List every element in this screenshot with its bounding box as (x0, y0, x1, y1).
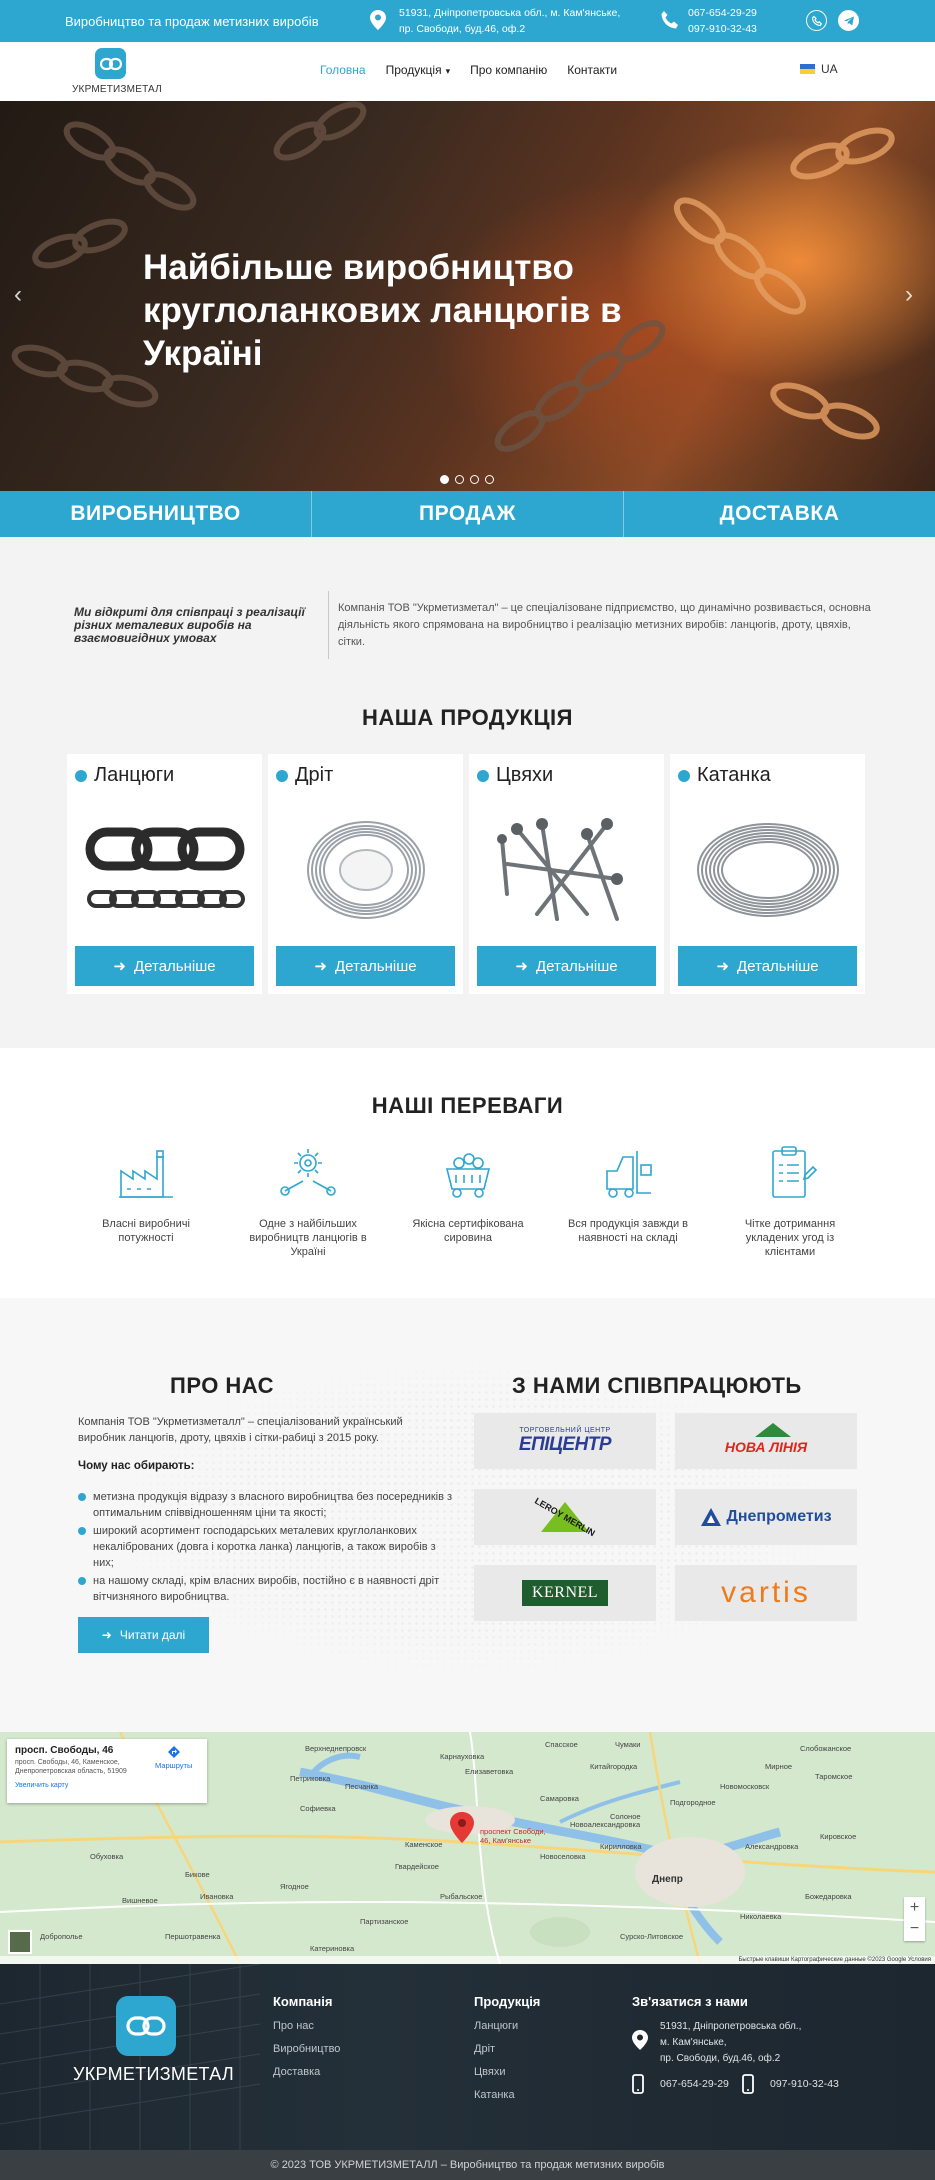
product-name (477, 764, 553, 787)
map-attribution: Быстрые клавиши Картографические данные ©2023 Google Условия (0, 1956, 935, 1964)
advantages-title: НАШІ ПЕРЕВАГИ (371, 1093, 564, 1118)
reasons-list (78, 1489, 458, 1607)
bullet-icon (75, 770, 87, 782)
map-place-label: Верхнеднепровск (305, 1744, 367, 1753)
map-place-label: Новомосковск (720, 1782, 770, 1791)
map-place-label: Партизанское (360, 1917, 409, 1926)
nav-about[interactable]: Про компанію (470, 63, 548, 77)
map-place-label: Китайгородка (590, 1762, 638, 1771)
footer-address-line: 51931, Дніпропетровська обл., (660, 2021, 802, 2032)
partner-logo-title: ЕПІЦЕНТР (518, 1433, 612, 1455)
partner-logo-title: KERNEL (522, 1580, 608, 1606)
product-name-label: Дріт (295, 764, 334, 786)
about-text: Компанія ТОВ "Укрметизметалл" – спеціалізований український виробник ланцюгів, дроту, цвяхів і сітки-рабиці з 2015 року. (78, 1416, 403, 1444)
strip-delivery[interactable]: ДОСТАВКА (719, 502, 840, 525)
footer-address-line: м. Кам'янське, (660, 2037, 727, 2048)
list-item: широкий асортимент господарських металевих круглоланкових некаліброваних (довга і коротка ланка) ланцюгів, а також виробів з них; (78, 1523, 458, 1571)
gear-wrench-icon (279, 1145, 337, 1201)
arrow-right-icon: ➜ (716, 958, 729, 975)
zoom-out-icon[interactable]: − (909, 1920, 920, 1937)
advantage-item (720, 1145, 860, 1259)
map-place-label: Днепр (652, 1874, 683, 1885)
product-details-label: Детальніше (736, 957, 819, 975)
map-place-label: Слобожанское (800, 1744, 852, 1753)
product-card-rod[interactable] (670, 754, 865, 994)
footer-link[interactable]: Дріт (474, 2043, 496, 2055)
map-place-label: Таромское (815, 1772, 853, 1781)
slider-dots (440, 475, 494, 484)
map-place-label: Николаевка (740, 1912, 782, 1921)
logo-icon[interactable] (95, 48, 126, 79)
product-details-button[interactable] (276, 946, 455, 986)
triangle-logo-icon (700, 1507, 722, 1527)
map-place-label: Кирилловка (600, 1842, 642, 1851)
chevron-down-icon: ▾ (445, 66, 451, 76)
header (0, 42, 935, 101)
partner-logo-kernel (474, 1565, 656, 1621)
partner-logo-title: LEROY MERLIN (533, 1495, 597, 1539)
footer-link[interactable]: Катанка (474, 2089, 515, 2101)
footer-link[interactable]: Про нас (273, 2020, 314, 2032)
footer (0, 1964, 935, 2150)
nav-products[interactable] (386, 63, 451, 77)
footer-link[interactable]: Цвяхи (474, 2066, 506, 2078)
map-place-label: Першотравенка (165, 1932, 221, 1941)
language-switcher[interactable] (800, 62, 838, 76)
tagline: Виробництво та продаж метизних виробів (65, 14, 319, 29)
map-card-address: просп. Свободы, 46, Каменское, Днепропетровская область, 51909 (15, 1759, 127, 1775)
footer-link[interactable]: Ланцюги (474, 2020, 519, 2032)
strip-production[interactable]: ВИРОБНИЦТВО (0, 491, 312, 537)
hero-slider (0, 101, 935, 491)
map-place-label: Бикове (185, 1870, 210, 1879)
intro-text: Компанія ТОВ "Укрметизметал" – це спеціалізоване підприємство, що динамічно розвивається, основна діяльність якого спрямована на виробництво і реалізацію метизних виробів: ланцюгів, дроту, цвяхів, сітки. (338, 602, 871, 648)
map-place-label: Новоалександровка (570, 1820, 641, 1829)
satellite-toggle[interactable] (8, 1930, 32, 1954)
products-title: НАША ПРОДУКЦІЯ (362, 705, 573, 730)
footer-logo-icon[interactable] (116, 1996, 176, 2056)
footer-contact-title: Зв'язатися з нами (632, 1994, 748, 2009)
arrow-right-icon: ➜ (515, 958, 528, 975)
map-place-label: Доброполье (40, 1932, 83, 1941)
map-place-label: Вишневое (122, 1896, 158, 1905)
partner-logo-dneprometiz (675, 1489, 857, 1545)
slider-dot[interactable] (485, 475, 494, 484)
map-routes-button[interactable] (155, 1745, 192, 1770)
advantage-text: Чітке дотримання укладених угод із клієнтами (744, 1218, 836, 1258)
product-name-label: Катанка (697, 764, 771, 786)
top-phone2[interactable]: 097-910-32-43 (688, 23, 757, 35)
map-place-label: Петриковка (290, 1774, 331, 1783)
nails-image (477, 804, 656, 934)
advantage-text: Вся продукція завжди в наявності на складі (568, 1218, 688, 1244)
top-phone1[interactable]: 067-654-29-29 (688, 7, 757, 19)
forklift-icon (599, 1145, 657, 1201)
map-place-label: Солоное (610, 1812, 641, 1821)
map-pin-label: проспект Свободи, 46, Кам'янське (480, 1827, 546, 1845)
map-place-label: Песчанка (345, 1782, 379, 1791)
top-phones (688, 5, 757, 37)
map-place-label: Новоселовка (540, 1852, 586, 1861)
partner-logo-title: НОВА ЛІНІЯ (724, 1439, 808, 1455)
partner-logo-title: Днепрометиз (726, 1508, 832, 1525)
footer-products-title: Продукція (474, 1994, 541, 2009)
product-card-chains[interactable] (67, 754, 262, 994)
footer-company-title: Компанія (273, 1994, 333, 2009)
chains-image (75, 804, 254, 934)
mobile-phone-icon (742, 2074, 754, 2094)
nav-contacts[interactable]: Контакти (567, 63, 618, 77)
nav-home[interactable]: Головна (320, 63, 366, 77)
product-name (678, 764, 771, 787)
slider-dot[interactable] (470, 475, 479, 484)
advantage-item (238, 1145, 378, 1259)
map-place-label: Карнауховка (440, 1752, 485, 1761)
advantage-item (76, 1145, 216, 1245)
product-card-nails[interactable] (469, 754, 664, 994)
partner-logo-subtitle: ТОРГОВЕЛЬНИЙ ЦЕНТР (519, 1426, 611, 1434)
product-details-label: Детальніше (535, 957, 618, 975)
nav-products-label: Продукція (385, 63, 442, 77)
map-place-label: Рыбальское (440, 1892, 483, 1901)
viber-icon[interactable] (806, 10, 827, 31)
bullet-icon (276, 770, 288, 782)
map-enlarge-link[interactable]: Увеличить карту (15, 1782, 69, 1789)
map-place-label: Александровка (745, 1842, 799, 1851)
map-place-label: Софиевка (300, 1804, 336, 1813)
factory-icon (117, 1145, 175, 1201)
map-place-label: Каменское (405, 1840, 443, 1849)
map-place-label: Чумаки (615, 1740, 641, 1749)
wire-image (276, 804, 455, 934)
map-place-label: Катериновка (310, 1944, 355, 1953)
bullet-icon (477, 770, 489, 782)
slider-dot[interactable] (440, 475, 449, 484)
advantage-text: Якісна сертифікована сировина (412, 1218, 524, 1244)
copyright: © 2023 ТОВ УКРМЕТИЗМЕТАЛЛ – Виробництво та продаж метизних виробів (0, 2150, 935, 2180)
strip-sales[interactable]: ПРОДАЖ (312, 491, 624, 537)
advantage-item (558, 1145, 698, 1245)
map-place-label: Подгородное (670, 1798, 716, 1807)
map-place-label: Самаровка (540, 1794, 579, 1803)
product-card-wire[interactable] (268, 754, 463, 994)
map-place-label: Божедаровка (805, 1892, 852, 1901)
arrow-right-icon: ➜ (113, 958, 126, 975)
about-title: ПРО НАС (170, 1373, 275, 1398)
map-place-label: Сурско-Литовское (620, 1932, 684, 1941)
map-place-label: Кировское (820, 1832, 857, 1841)
product-details-button[interactable] (75, 946, 254, 986)
partner-logo-title: vartis (721, 1576, 811, 1609)
intro-divider (328, 591, 329, 659)
clipboard-checklist-icon (761, 1145, 819, 1201)
hero-title: Найбільше виробництво круглоланкових ланцюгів в Україні (143, 248, 622, 373)
read-more-button[interactable] (78, 1617, 209, 1653)
product-name (276, 764, 333, 787)
partner-logo-nova-liniya (675, 1413, 857, 1469)
telegram-icon[interactable] (838, 10, 859, 31)
footer-phone2[interactable]: 097-910-32-43 (770, 2078, 839, 2090)
map-card-title: просп. Свободы, 46 (15, 1745, 114, 1756)
zoom-in-icon[interactable]: + (909, 1899, 920, 1916)
read-more-label: Читати далі (119, 1628, 186, 1642)
services-strip (0, 491, 935, 537)
map-place-label: Мирное (765, 1762, 793, 1771)
ukraine-flag-icon (800, 64, 815, 74)
footer-brand: УКРМЕТИЗМЕТАЛ (73, 2064, 235, 2084)
location-pin-icon (632, 2030, 648, 2050)
arrow-right-icon: ➜ (314, 958, 327, 975)
mine-cart-icon (439, 1145, 497, 1201)
partner-logo-leroy-merlin (474, 1489, 656, 1545)
top-address (399, 5, 620, 37)
phone-icon (660, 10, 680, 30)
list-item: метизна продукція відразу з власного виробництва без посередників з оптимальним співвідношенням ціни та якості; (78, 1489, 458, 1521)
location-pin-icon (370, 10, 386, 30)
partner-logo-epicentr (474, 1413, 656, 1469)
map-place-label: Елизаветовка (465, 1767, 514, 1776)
arrow-right-icon: ➜ (101, 1628, 112, 1642)
product-details-button[interactable] (678, 946, 857, 986)
map-place-label: Спасское (545, 1740, 578, 1749)
slider-dot[interactable] (455, 475, 464, 484)
address-line1: 51931, Дніпропетровська обл., м. Кам'янське, (399, 7, 621, 19)
mobile-phone-icon (632, 2074, 644, 2094)
footer-phone1[interactable]: 067-654-29-29 (660, 2078, 729, 2090)
partners-title: З НАМИ СПІВПРАЦЮЮТЬ (512, 1373, 802, 1398)
logo-text[interactable]: УКРМЕТИЗМЕТАЛ (72, 84, 162, 95)
advantage-text: Власні виробничі потужності (102, 1218, 190, 1244)
list-item: на нашому складі, крім власних виробів, постійно є в наявності дріт вітчизняного виробництва. (78, 1573, 458, 1605)
product-name-label: Ланцюги (94, 764, 175, 786)
top-bar (0, 0, 935, 42)
lang-label: UA (821, 62, 838, 76)
why-us-title: Чому нас обирають: (78, 1460, 195, 1472)
slider-next-icon[interactable]: › (905, 281, 913, 308)
slider-prev-icon[interactable]: ‹ (14, 281, 22, 308)
intro-slogan: Ми відкриті для співпраці з реалізації різних металевих виробів на взаємовигідних умовах (74, 605, 305, 645)
map-routes-label: Маршруты (155, 1761, 193, 1770)
directions-icon (167, 1745, 181, 1759)
footer-address-line: пр. Свободи, буд.46, оф.2 (660, 2053, 781, 2064)
main-nav (320, 63, 617, 77)
product-details-button[interactable] (477, 946, 656, 986)
product-details-label: Детальніше (133, 957, 216, 975)
advantage-item (398, 1145, 538, 1245)
footer-link[interactable]: Виробництво (273, 2043, 341, 2055)
product-name-label: Цвяхи (496, 764, 554, 786)
map-place-label: Обуховка (90, 1852, 124, 1861)
map-zoom-control[interactable] (904, 1897, 925, 1941)
advantage-text: Одне з найбільших виробництв ланцюгів в Україні (249, 1218, 367, 1258)
map-place-label: Ивановка (200, 1892, 234, 1901)
product-details-label: Детальніше (334, 957, 417, 975)
footer-link[interactable]: Доставка (273, 2066, 321, 2078)
bullet-icon (678, 770, 690, 782)
product-name (75, 764, 174, 787)
map-place-label: Гвардейское (395, 1862, 439, 1871)
partner-logo-vartis (675, 1565, 857, 1621)
google-map[interactable] (0, 1732, 935, 1964)
footer-address (660, 2019, 801, 2067)
map-place-label: Ягодное (280, 1882, 309, 1891)
map-info-card (7, 1739, 207, 1803)
address-line2: пр. Свободи, буд.46, оф.2 (399, 23, 526, 35)
wire-rod-image (678, 804, 857, 934)
